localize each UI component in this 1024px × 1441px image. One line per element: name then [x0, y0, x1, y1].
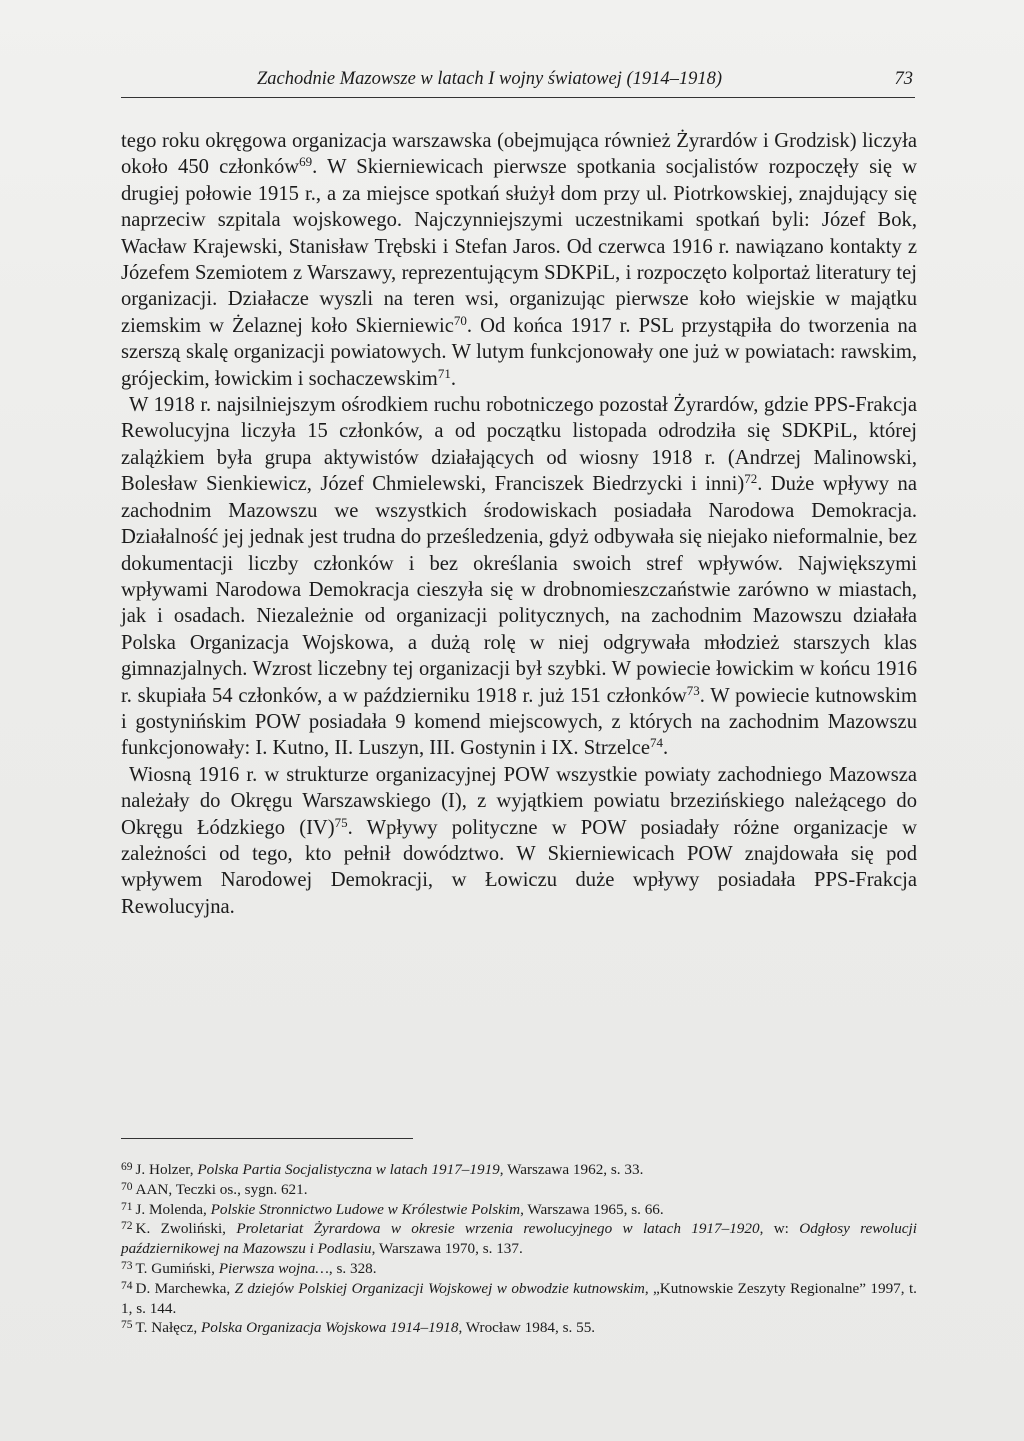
- running-header: [121, 66, 915, 94]
- page-number: 73: [894, 69, 913, 89]
- paragraph-text: tego roku okręgowa organizacja warszawska (obejmująca również Żyrardów i Grodzisk) liczyła około 450 członków: [121, 130, 917, 179]
- footnotes: [121, 1160, 917, 1338]
- footnote-title: Polska Partia Socjalistyczna w latach 1917–1919: [197, 1161, 500, 1178]
- footnote-ref[interactable]: 73: [686, 682, 700, 698]
- footnote-number: 71: [121, 1200, 133, 1213]
- footnote-title: Pierwsza wojna…: [218, 1259, 329, 1277]
- paragraph-text: . W Skierniewicach pierwsze spotkania socjalistów rozpoczęły się w drugiej połowie 1915 r., a za miejsce spotkań służył dom przy ul. Piotrkowskiej, znajdujący się naprzeciw szpitala wojskowego. Najczynniejszymi uczestnikami spotkań byli: Józef Bok, Wacław Krajewski, Stanisław Trębski i Stefan Jaros. Od czerwca 1916 r. nawiązano kontakty z Józefem Szemiotem z Warszawy, reprezentującym SDKPiL, i rozpoczęto kolportaż literatury tej organizacji. Działacze wyszli na teren wsi, organizując pierwsze koło wiejskie w majątku ziemskim w Żelaznej koło Skierniewic: [121, 156, 917, 337]
- footnote-rule: [121, 1138, 413, 1139]
- footnote-title: Polska Organizacja Wojskowa 1914–1918: [201, 1319, 459, 1337]
- paragraph-text: . Wpływy polityczne w POW posiadały różne organizacje w zależności od tego, kto pełnił dowództwo. W Skierniewicach POW znajdowała się pod wpływem Narodowej Demokracji, w Łowiczu duże wpływy posiadała PPS-Frakcja Rewolucyjna.: [121, 816, 917, 918]
- footnote-title: Polskie Stronnictwo Ludowe w Królestwie Polskim: [210, 1200, 521, 1218]
- footnote-author: T. Gumiński,: [135, 1259, 219, 1277]
- footnote-details: , Warszawa 1970, s. 137.: [371, 1240, 523, 1258]
- footnote-author: T. Nałęcz,: [135, 1319, 201, 1337]
- footnote-ref[interactable]: 74: [650, 735, 664, 751]
- footnote-details: , Wrocław 1984, s. 55.: [458, 1319, 596, 1337]
- running-header-title: Zachodnie Mazowsze w latach I wojny światowej (1914–1918): [257, 69, 723, 89]
- footnote: [121, 1200, 917, 1220]
- footnote-author: D. Marchewka,: [135, 1279, 235, 1297]
- footnote-number: 70: [121, 1180, 133, 1193]
- paragraph-text: .: [663, 737, 669, 760]
- paragraph-text: Wiosną 1916 r. w strukturze organizacyjnej POW wszystkie powiaty zachodniego Mazowsza należały do Okręgu Warszawskiego (I), z wyjątkiem powiatu brzezińskiego należącego do Okręgu Łódzkiego (IV): [121, 763, 917, 839]
- footnote-ref[interactable]: 75: [334, 814, 348, 830]
- footnote-title: Odgłosy rewolucji październikowej na Mazowszu i Podlasiu: [121, 1220, 917, 1258]
- footnote-number: 69: [121, 1161, 133, 1173]
- footnote: [121, 1219, 917, 1259]
- footnote-author: AAN, Teczki os., sygn. 621.: [135, 1180, 308, 1198]
- footnote-number: 72: [121, 1220, 133, 1233]
- footnote: [121, 1160, 917, 1180]
- footnote: [121, 1180, 917, 1200]
- paragraph: [121, 128, 917, 392]
- paragraph: [121, 392, 917, 762]
- footnote-number: 75: [121, 1319, 133, 1332]
- footnote-title: Proletariat Żyrardowa w okresie wrzenia rewolucyjnego w latach 1917–1920: [236, 1220, 760, 1238]
- header-rule: [121, 97, 915, 98]
- paragraph-text: . Duże wpływy na zachodnim Mazowszu we wszystkich środowiskach posiadała Narodowa Demokracja. Działalność jej jednak jest trudna do prześledzenia, gdyż odbywała się niejako nieformalnie, bez dokumentacji liczby członków i bez określania swoich stref wpływów. Największymi wpływami Narodowa Demokracja cieszyła się w drobnomieszczaństwie zarówno w miastach, jak i osadach. Niezależnie od organizacji politycznych, na zachodnim Mazowszu działała Polska Organizacja Wojskowa, a dużą rolę w niej odgrywała młodzież starszych klas gimnazjalnych. Wzrost liczebny tej organizacji był szybki. W powiecie łowickim w końcu 1916 r. skupiała 54 członków, a w październiku 1918 r. już 151 członków: [121, 473, 917, 707]
- footnote-ref[interactable]: 72: [744, 471, 758, 487]
- footnote-details: , „Kutnowskie Zeszyty Regionalne” 1997, t. 1, s. 144.: [121, 1279, 917, 1317]
- footnote-author: J. Holzer,: [135, 1161, 198, 1178]
- footnote-details: , w:: [759, 1220, 800, 1238]
- footnote-author: K. Zwoliński,: [135, 1220, 237, 1238]
- paragraph-text: . Od końca 1917 r. PSL przystąpiła do tworzenia na szerszą skalę organizacji powiatowych. W lutym funkcjonowały one już w powiatach: rawskim, grójeckim, łowickim i sochaczewskim: [121, 314, 917, 390]
- footnote-title: Z dziejów Polskiej Organizacji Wojskowej w obwodzie kutnowskim: [234, 1279, 645, 1297]
- footnote-number: 74: [121, 1279, 133, 1292]
- paragraph-text: W 1918 r. najsilniejszym ośrodkiem ruchu robotniczego pozostał Żyrardów, gdzie PPS-Frakcja Rewolucyjna liczyła 15 członków, a od początku listopada odrodziła się SDKPiL, której zalążkiem była grupa aktywistów działających od wiosny 1918 r. (Andrzej Malinowski, Bolesław Sienkiewicz, Józef Chmielewski, Franciszek Biedrzycki i inni): [121, 394, 917, 496]
- footnote-ref[interactable]: 69: [299, 154, 313, 170]
- footnote: [121, 1318, 917, 1338]
- footnote-author: J. Molenda,: [135, 1200, 211, 1218]
- footnote-ref[interactable]: 71: [437, 365, 451, 381]
- footnote-details: , Warszawa 1965, s. 66.: [520, 1200, 664, 1218]
- footnote: [121, 1259, 917, 1279]
- footnote-number: 73: [121, 1259, 133, 1272]
- paragraph-text: . W powiecie kutnowskim i gostynińskim POW posiadała 9 komend miejscowych, z których na zachodnim Mazowszu funkcjonowały: I. Kutno, II. Luszyn, III. Gostynin i IX. Strzelce: [121, 684, 917, 760]
- footnote-details: , s. 328.: [328, 1259, 377, 1277]
- footnote: [121, 1279, 917, 1319]
- body-text: [121, 128, 917, 920]
- footnote-details: , Warszawa 1962, s. 33.: [499, 1161, 644, 1178]
- paragraph-text: .: [450, 367, 456, 390]
- footnote-ref[interactable]: 70: [453, 312, 467, 328]
- paragraph: [121, 762, 917, 920]
